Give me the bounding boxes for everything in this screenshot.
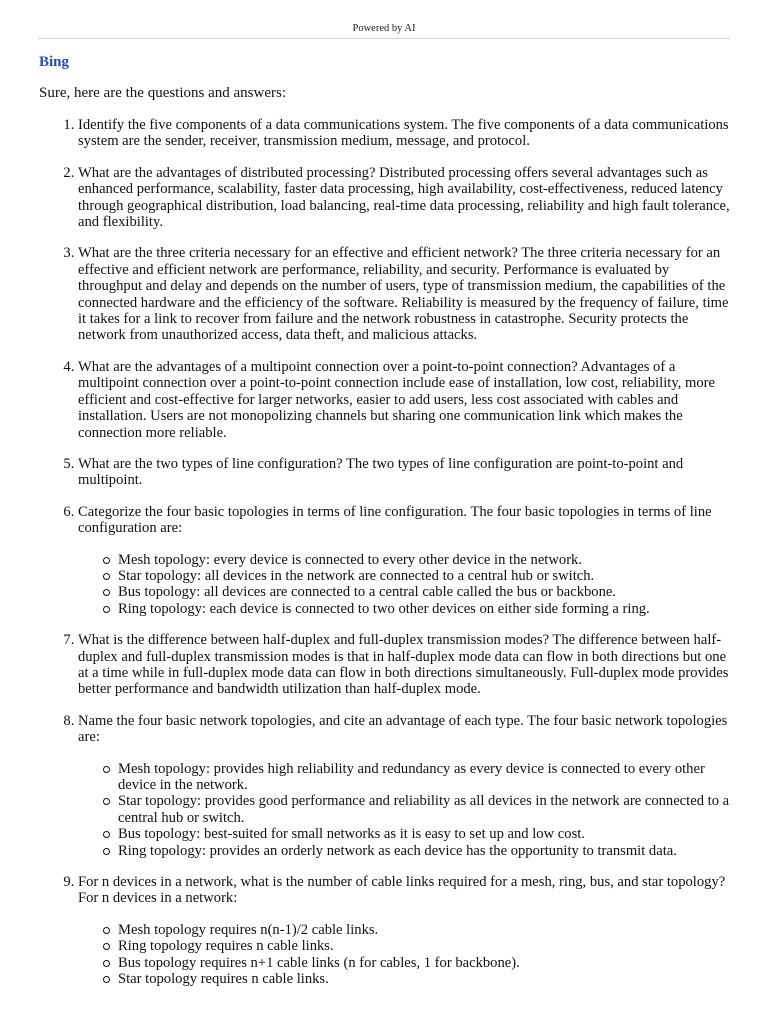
- powered-by-header: Powered by AI: [352, 23, 416, 34]
- sub-text: Star topology: all devices in the network are connected to a central hub or switch.: [118, 567, 595, 584]
- bullet-circle-icon: [103, 831, 110, 838]
- sub-item: [118, 826, 731, 842]
- sub-item: [118, 761, 731, 794]
- sub-text: Bus topology requires n+1 cable links (n for cables, 1 for backbone).: [118, 954, 520, 971]
- sub-text: Ring topology requires n cable links.: [118, 938, 334, 955]
- qa-text: Categorize the four basic topologies in terms of line configuration. The four basic topologies in terms of line configuration are:: [78, 503, 712, 537]
- sub-text: Ring topology: provides an orderly network as each device has the opportunity to transmit data.: [118, 842, 677, 859]
- bullet-circle-icon: [103, 848, 110, 855]
- qa-text: Identify the five components of a data communications system. The five components of a data communications system are the sender, receiver, transmission medium, message, and protocol.: [78, 117, 729, 150]
- qa-item: [78, 245, 731, 343]
- qa-item: [78, 165, 731, 231]
- sub-item: [118, 971, 731, 987]
- sub-item: [118, 843, 731, 859]
- qa-text: For n devices in a network, what is the number of cable links required for a mesh, ring, bus, and star topology? For n devices in a network:: [78, 874, 726, 907]
- qa-item: [78, 713, 731, 859]
- bullet-circle-icon: [103, 589, 110, 596]
- sub-item: [118, 955, 731, 971]
- qa-item: [78, 359, 731, 441]
- sub-list: [78, 761, 731, 859]
- qa-text: What are the advantages of a multipoint connection over a point-to-point connection? Advantages of a multipoint connection over a point-to-point connection include ease of installation, low cost, reliability, more efficient and cost-effective for larger networks, easier to add users, less cost associated with cables and installation. Users are not monopolizing channels but sharing one communication link which makes the connection more reliable.: [78, 358, 715, 441]
- sub-item: [118, 601, 731, 617]
- sub-item: [118, 938, 731, 954]
- sub-item: [118, 922, 731, 938]
- qa-item: [78, 874, 731, 987]
- sub-text: Bus topology: best-suited for small networks as it is easy to set up and low cost.: [118, 826, 585, 843]
- qa-item: [78, 117, 731, 150]
- bullet-circle-icon: [103, 960, 110, 967]
- qa-text: What are the two types of line configuration? The two types of line configuration are point-to-point and multipoint.: [78, 455, 684, 489]
- sub-text: Mesh topology requires n(n-1)/2 cable links.: [118, 921, 379, 938]
- sub-item: [118, 584, 731, 600]
- sub-list: [78, 552, 731, 618]
- bullet-circle-icon: [103, 573, 110, 580]
- sub-text: Star topology requires n cable links.: [118, 971, 329, 988]
- sub-item: [118, 793, 731, 826]
- sub-text: Ring topology: each device is connected to two other devices on either side forming a ring.: [118, 600, 650, 617]
- bullet-circle-icon: [103, 976, 110, 983]
- sub-list: [78, 922, 731, 988]
- bullet-circle-icon: [103, 943, 110, 950]
- bullet-circle-icon: [103, 798, 110, 805]
- qa-item: [78, 632, 731, 698]
- bullet-circle-icon: [103, 557, 110, 564]
- qa-text: What are the advantages of distributed processing? Distributed processing offers several advantages such as enhanced performance, scalability, faster data processing, high availability, cost-effectiveness, reduced latency through geographical distribution, load balancing, real-time data processing, reliability and high fault tolerance, and flexibility.: [78, 164, 730, 231]
- qa-item: [78, 504, 731, 617]
- qa-text: What is the difference between half-duplex and full-duplex transmission modes? The difference between half-duplex and full-duplex transmission modes is that in half-duplex mode data can flow in both directions but one at a time while in full-duplex mode data can flow in both directions simultaneously. Full-duplex mode provides better performance and bandwidth utilization than half-duplex mode.: [78, 632, 729, 698]
- sub-text: Mesh topology: every device is connected to every other device in the network.: [118, 551, 583, 568]
- sub-text: Bus topology: all devices are connected to a central cable called the bus or backbone.: [118, 584, 617, 601]
- sub-item: [118, 552, 731, 568]
- bullet-circle-icon: [103, 927, 110, 934]
- bullet-circle-icon: [103, 766, 110, 773]
- intro-text: Sure, here are the questions and answers:: [39, 85, 287, 101]
- brand-title: Bing: [39, 54, 70, 70]
- sub-item: [118, 568, 731, 584]
- sub-text: Mesh topology: provides high reliability and redundancy as every device is connected to every other device in the network.: [118, 760, 705, 793]
- qa-list: [0, 117, 731, 1002]
- qa-text: What are the three criteria necessary for an effective and efficient network? The three criteria necessary for an effective and efficient network are performance, reliability, and security. Performance is evaluated by throughput and delay and depends on the number of users, type of transmission medium, the capabilities of the connected hardware and the efficiency of the software. Reliability is measured by the frequency of failure, time it takes for a link to recover from failure and the network robustness in catastrophe. Security protects the network from unauthorized access, data theft, and malicious attacks.: [78, 245, 729, 344]
- header-divider: [38, 38, 730, 39]
- bullet-circle-icon: [103, 606, 110, 613]
- sub-text: Star topology: provides good performance and reliability as all devices in the network are connected to a central hub or switch.: [118, 793, 730, 826]
- qa-text: Name the four basic network topologies, and cite an advantage of each type. The four basic network topologies are:: [78, 712, 728, 746]
- qa-item: [78, 456, 731, 489]
